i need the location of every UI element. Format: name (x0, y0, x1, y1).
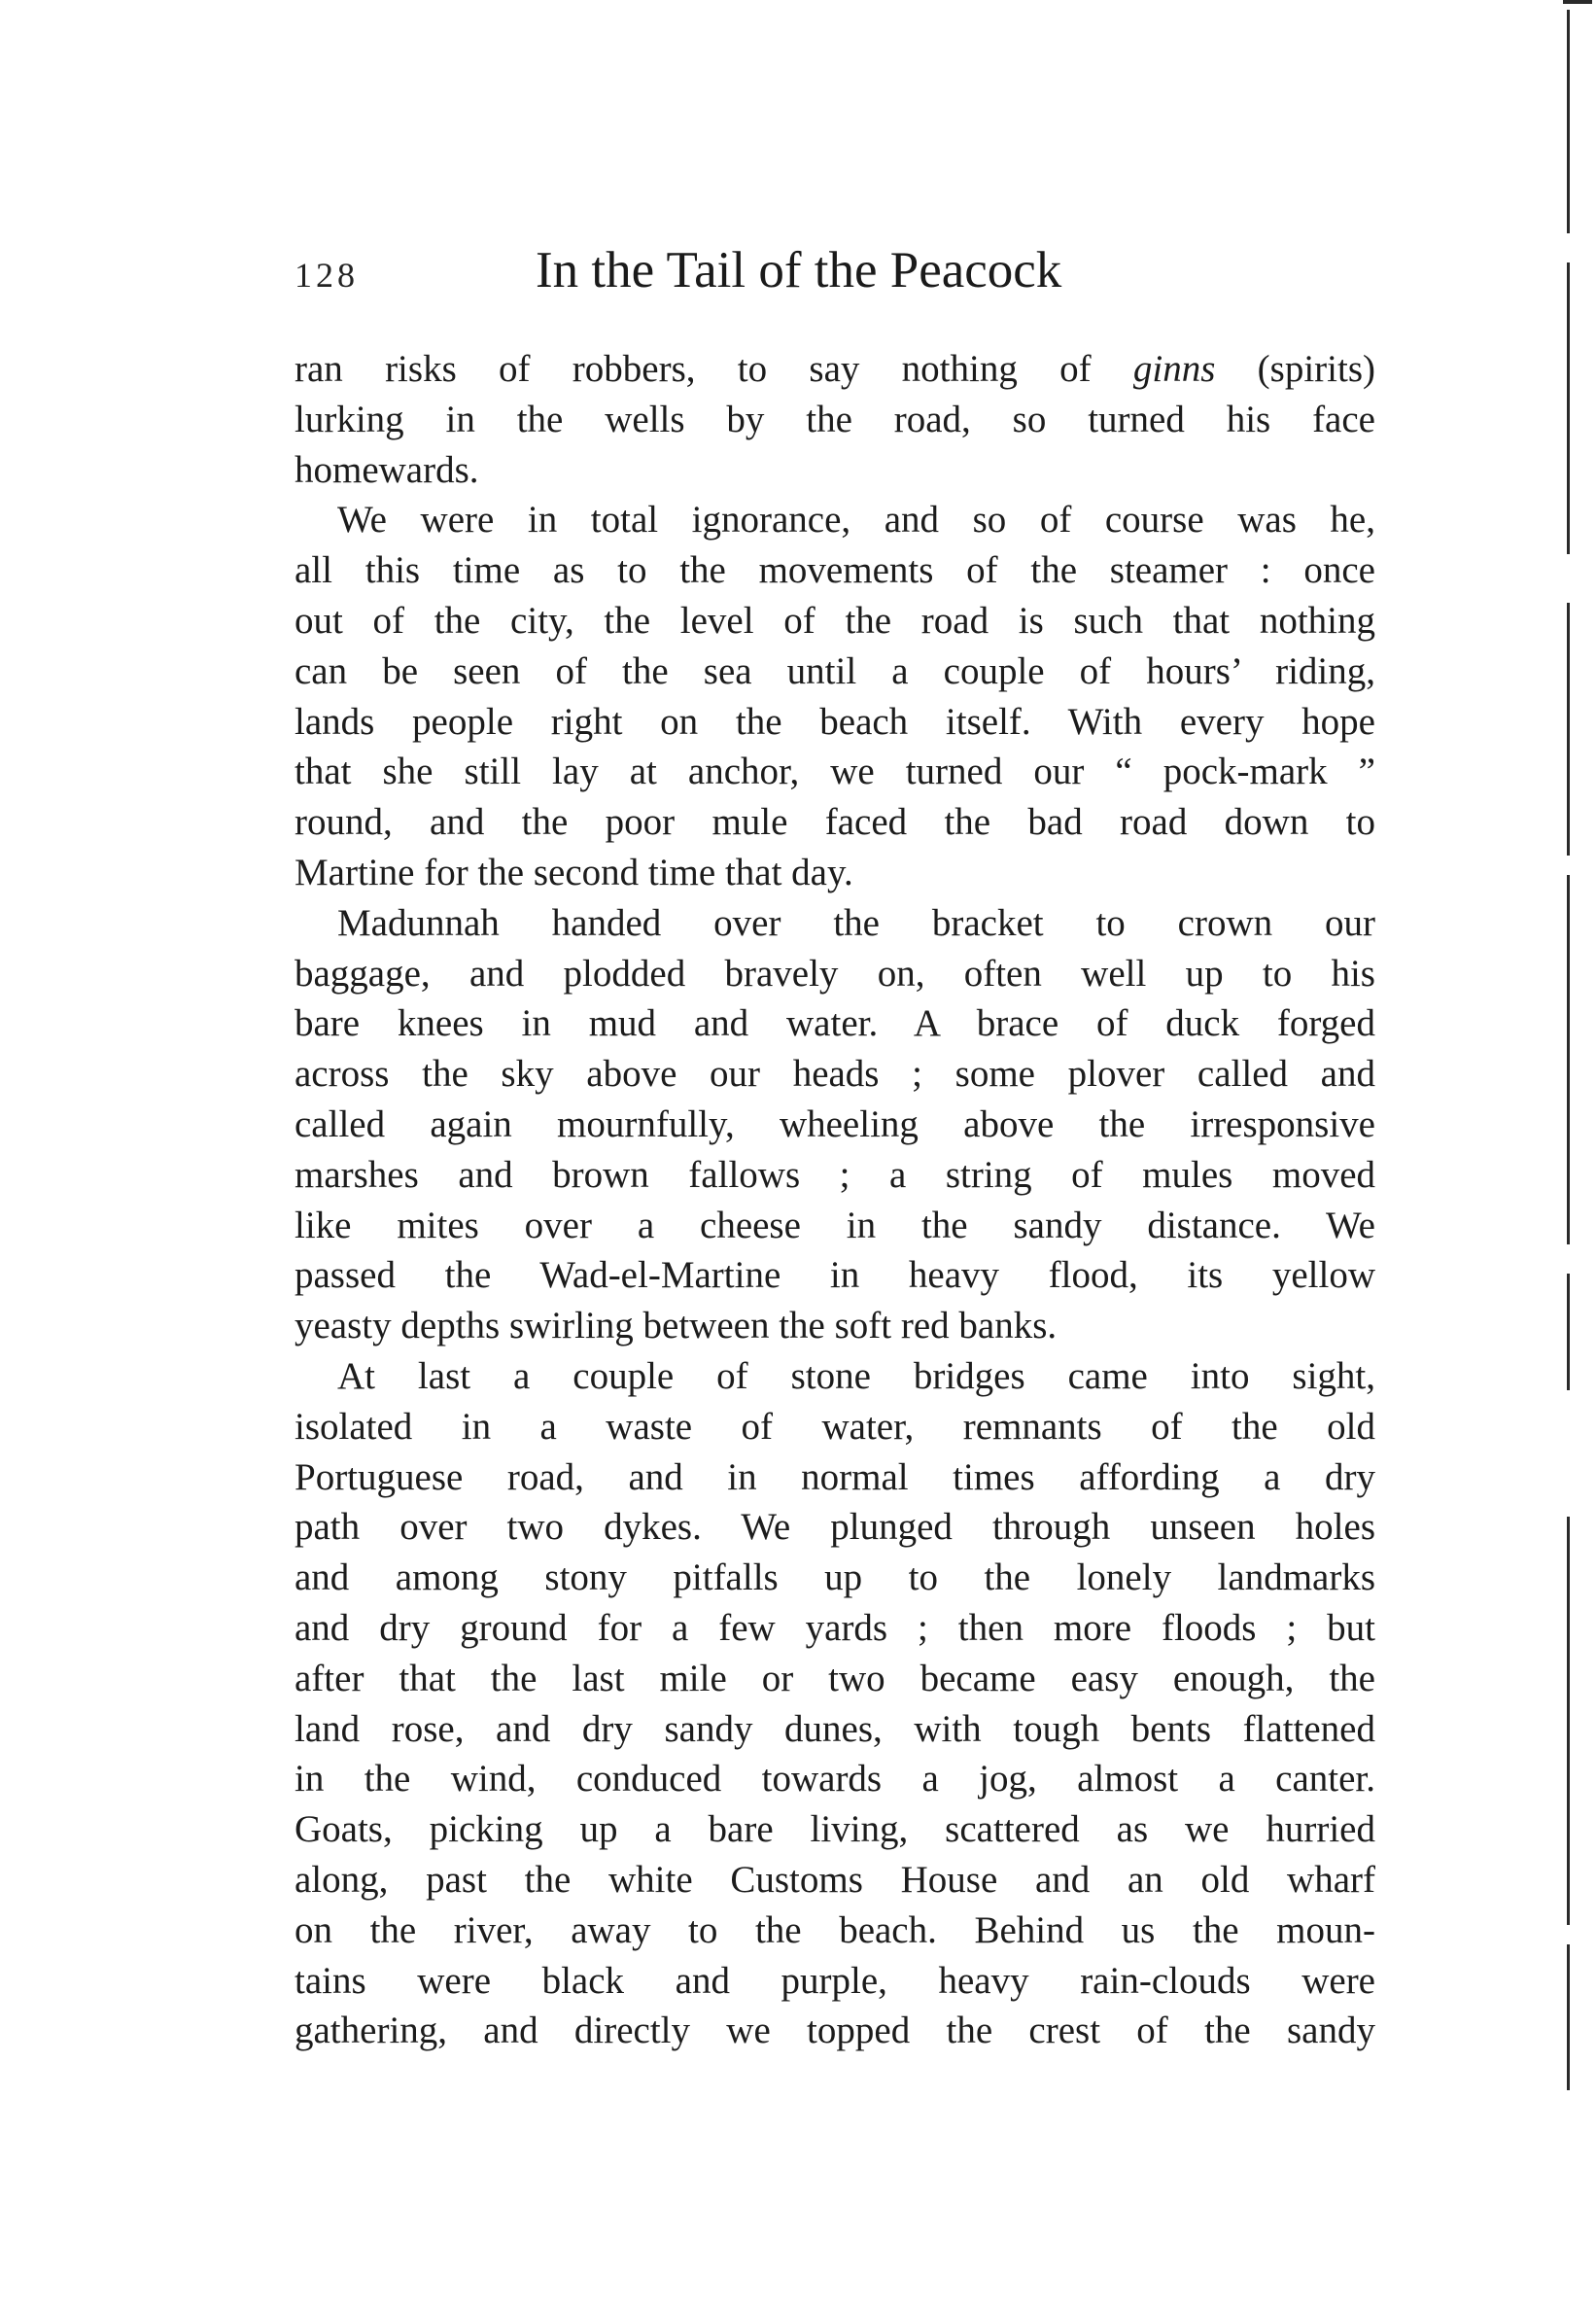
text-line: baggage, and plodded bravely on, often well up to his (295, 952, 1375, 995)
text-line: We were in total ignorance, and so of course was he, (337, 499, 1375, 542)
scan-edge-rule (1567, 603, 1570, 856)
scan-edge-rule (1567, 10, 1570, 233)
text-line: can be seen of the sea until a couple of hours’ riding, (295, 649, 1375, 692)
text-line: round, and the poor mule faced the bad road down to (295, 801, 1375, 844)
running-title: In the Tail of the Peacock (536, 242, 1062, 298)
text-line: on the river, away to the beach. Behind us the moun- (295, 1908, 1375, 1951)
text-line: lurking in the wells by the road, so turned his face (295, 398, 1375, 440)
italic-word: ginns (1132, 348, 1216, 390)
text-line: Madunnah handed over the bracket to crown our (337, 901, 1375, 944)
text-line: marshes and brown fallows ; a string of mules moved (295, 1153, 1375, 1196)
text-line: tains were black and purple, heavy rain-clouds were (295, 1959, 1375, 2002)
text-line: land rose, and dry sandy dunes, with tough bents flattened (295, 1707, 1375, 1750)
scan-edge-rule (1567, 1517, 1570, 1925)
text-line: and among stony pitfalls up to the lonely landmarks (295, 1556, 1375, 1599)
text-line: after that the last mile or two became easy enough, the (295, 1657, 1375, 1699)
scan-edge-rule (1567, 875, 1570, 1244)
text-line: in the wind, conduced towards a jog, almost a canter. (295, 1758, 1375, 1801)
text-line: called again mournfully, wheeling above the irresponsive (295, 1102, 1375, 1145)
text-line: bare knees in mud and water. A brace of duck forged (295, 1002, 1375, 1045)
text-line: lands people right on the beach itself. With every hope (295, 700, 1375, 743)
scan-edge-rule (1567, 262, 1570, 554)
text-line: along, past the white Customs House and an old wharf (295, 1858, 1375, 1901)
text-line: Portuguese road, and in normal times affording a dry (295, 1455, 1375, 1498)
text-line: At last a couple of stone bridges came into sight, (337, 1354, 1375, 1397)
text-line: all this time as to the movements of the steamer : once (295, 549, 1375, 592)
text-line: path over two dykes. We plunged through unseen holes (295, 1506, 1375, 1549)
text-line: that she still lay at anchor, we turned our “ pock-mark ” (295, 751, 1375, 793)
text-line: like mites over a cheese in the sandy distance. We (295, 1204, 1375, 1246)
text-line: ran risks of robbers, to say nothing of ginns (spirits) (295, 348, 1376, 390)
text-line: and dry ground for a few yards ; then more floods ; but (295, 1606, 1375, 1649)
text-line: gathering, and directly we topped the crest of the sandy (295, 2010, 1375, 2052)
text-line: Martine for the second time that day. (295, 851, 853, 893)
body-text (295, 344, 1375, 2056)
text-line: passed the Wad-el-Martine in heavy flood, its yellow (295, 1254, 1375, 1297)
scan-binding-edge (1563, 0, 1596, 2308)
text-line: isolated in a waste of water, remnants of the old (295, 1405, 1375, 1448)
scan-edge-rule (1567, 1944, 1570, 2090)
text-line: across the sky above our heads ; some plover called and (295, 1053, 1375, 1096)
text-line: Goats, picking up a bare living, scattered as we hurried (295, 1808, 1375, 1851)
text-line: homewards. (295, 448, 479, 491)
scan-edge-rule (1567, 1274, 1570, 1390)
page-header (295, 241, 1375, 319)
text-line: out of the city, the level of the road is such that nothing (295, 599, 1375, 642)
page-number: 128 (295, 256, 359, 295)
text-line: yeasty depths swirling between the soft red banks. (295, 1305, 1058, 1347)
